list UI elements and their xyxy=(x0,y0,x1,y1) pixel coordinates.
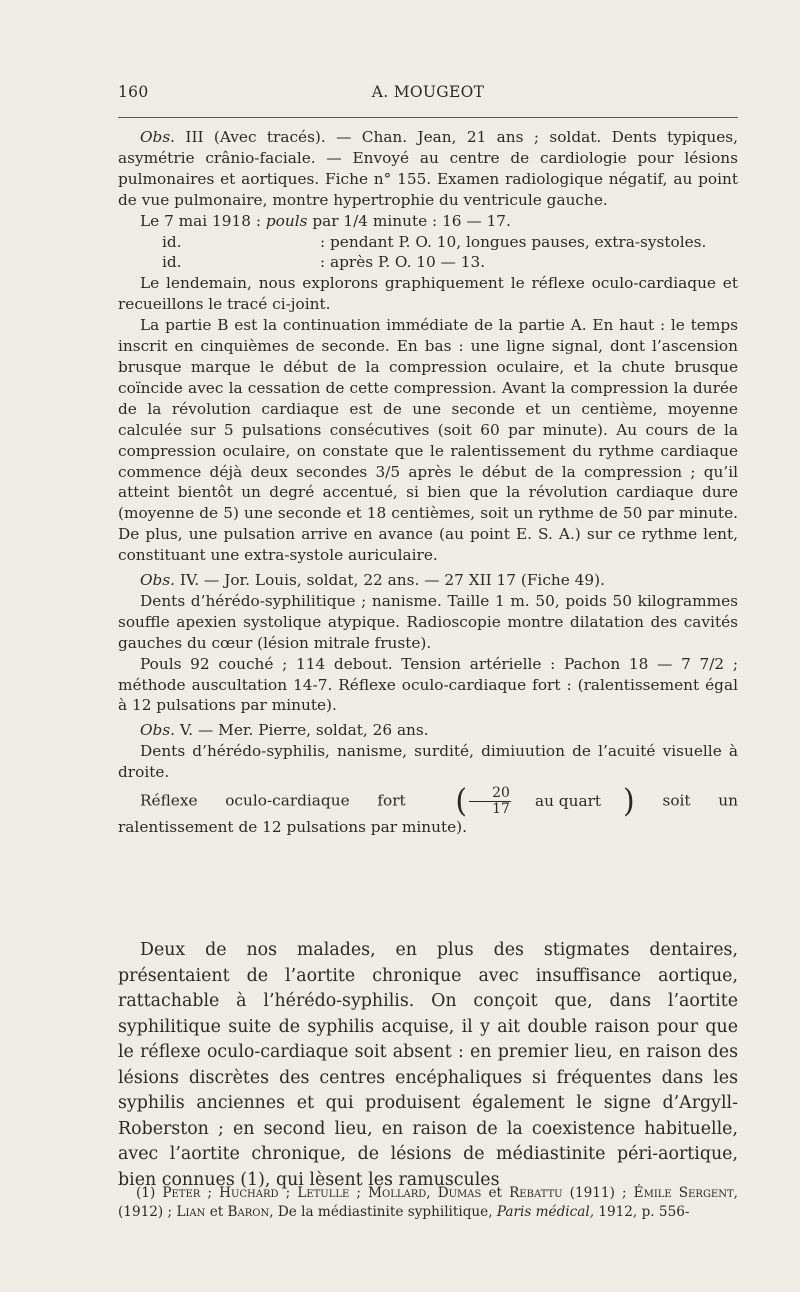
obs3-label: Obs. xyxy=(140,128,176,146)
obs4-para3: Pouls 92 couché ; 114 debout. Tension artérielle : Pachon 18 — 7 7/2 ; méthode auscultation 14-7. Réflexe oculo-cardiaque fort : (ralentissement égal à 12 pulsations par minute). xyxy=(118,654,738,715)
footnote: (1) Peter ; Huchard ; Letulle ; Mollard, Dumas et Rebattu (1911) ; Émile Sergent, (1912) ; Lian et Baron, De la médiastinite syphilitique, Paris médical, 1912, p. 556- xyxy=(118,1185,738,1220)
obs3-intro: Obs. III (Avec tracés). — Chan. Jean, 21 ans ; soldat. Dents typiques, asymétrie crânio-faciale. — Envoyé au centre de cardiologie pour lésions pulmonaires et aortiques. Fiche n° 155. Examen radiologique négatif, au point de vue pulmonaire, montre hypertrophie du ventricule gauche. xyxy=(118,128,738,209)
main-paragraph: Deux de nos malades, en plus des stigmates dentaires, présentaient de l’aortite chronique avec insuffisance aortique, rattachable à l’hérédo-syphilis. On conçoit que, dans l’aortite syphilitique suite de syphilis acquise, il y ait double raison pour que le réflexe oculo-cardiaque soit absent : en premier lieu, en raison des lésions discrètes des centres encéphaliques si fréquentes dans les syphilis anciennes et qui produisent également le signe d’Argyll-Roberston ; en second lieu, en raison de la coexistence habituelle, avec l’aortite chronique, de lésions de médiastinite péri-aortique, bien connues (1), qui lèsent les ramuscules xyxy=(118,940,738,1190)
obs3-line2: id. : pendant P. O. 10, longues pauses, extra-systoles. xyxy=(162,232,707,251)
fraction: $\frac{20}{17}$ xyxy=(469,786,511,817)
obs3-para2: Le lendemain, nous explorons graphiquement le réflexe oculo-cardiaque et recueillons le tracé ci-joint. xyxy=(118,274,738,314)
obs5-intro: Obs. V. — Mer. Pierre, soldat, 26 ans. xyxy=(140,721,429,740)
obs3-line1: Le 7 mai 1918 : pouls par 1/4 minute : 16 — 17. xyxy=(140,211,511,230)
header-rule xyxy=(118,117,738,118)
obs5-para3: Réflexe oculo-cardiaque fort ( $\frac{20}{17}$ au quart ) soit un ralentissement de 12 pulsations par minute). xyxy=(118,782,738,837)
obs4-intro: Obs. IV. — Jor. Louis, soldat, 22 ans. — 27 XII 17 (Fiche 49). xyxy=(140,571,605,590)
obs5-label: Obs. xyxy=(140,721,176,740)
obs5-para2: Dents d’hérédo-syphilis, nanisme, surdité, dimiuution de l’acuité visuelle à droite. xyxy=(118,742,738,782)
page-number: 160 xyxy=(118,83,149,101)
fraction-group: ( $\frac{20}{17}$ au quart ) xyxy=(455,782,635,820)
running-title: A. MOUGEOT xyxy=(371,83,485,101)
obs3-para3: La partie B est la continuation immédiate de la partie A. En haut : le temps inscrit en cinquièmes de seconde. En bas : une ligne signal, dont l’ascension brusque marque le début de la compression oculaire, et la chute brusque coïncide avec la cessation de cette compression. Avant la compression la durée de la révolution cardiaque est de une seconde et un centième, moyenne calculée sur 5 pulsations consécutives (soit 60 par minute). Au cours de la compression oculaire, on constate que le ralentissement du rythme cardiaque commence déjà deux secondes 3/5 après le début de la compression ; qu’il atteint bientôt un degré accentué, si bien que la révolution cardiaque dure (moyenne de 5) une seconde et 18 centièmes, soit un rythme de 50 par minute. De plus, une pulsation arrive en avance (au point E. S. A.) sur ce rythme lent, constituant une extra-systole auriculaire. xyxy=(118,316,738,565)
observations-section xyxy=(118,127,738,838)
main-text xyxy=(118,938,738,1193)
obs3-line3: id. : après P. O. 10 — 13. xyxy=(162,253,486,272)
obs4-para2: Dents d’hérédo-syphilitique ; nanisme. Taille 1 m. 50, poids 50 kilogrammes souffle apexien systolique atypique. Radioscopie montre dilatation des cavités gauches du cœur (lésion mitrale fruste). xyxy=(118,591,738,652)
obs4-label: Obs. xyxy=(140,571,176,590)
